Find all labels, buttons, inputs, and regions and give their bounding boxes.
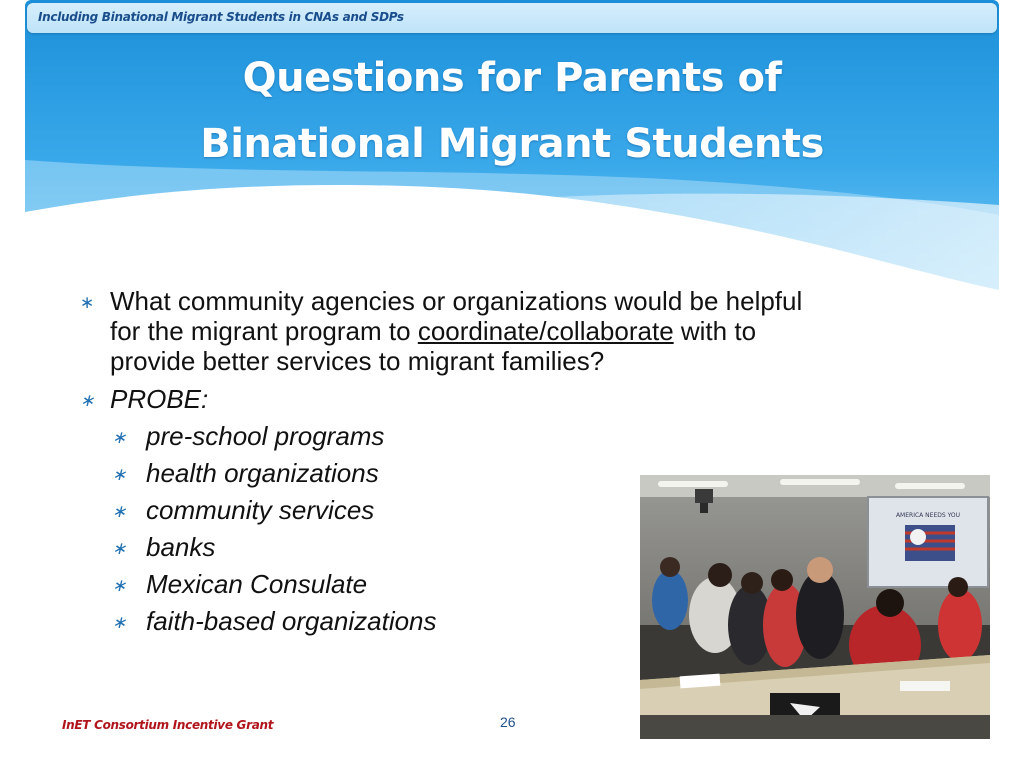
probe-item-text: health organizations (146, 458, 379, 488)
sub-bullet-asterisk-icon: ∗ (112, 465, 127, 484)
question-line-3: provide better services to migrant families? (110, 346, 605, 376)
header-presentation-title: Including Binational Migrant Students in CNAs and SDPs (38, 10, 404, 24)
probe-item (78, 421, 958, 451)
probe-item-text: pre-school programs (146, 421, 385, 451)
classroom-photo (640, 475, 990, 739)
classroom-photo-image (640, 475, 990, 739)
question-line-1: What community agencies or organizations would be helpful (110, 286, 803, 316)
question-line-2-start: for the migrant program to (110, 316, 418, 346)
sub-bullet-asterisk-icon: ∗ (112, 613, 127, 632)
underlined-term: coordinate/collaborate (417, 316, 674, 346)
probe-item-text: community services (146, 495, 375, 525)
question-line-2 (110, 316, 950, 346)
probe-bullet (78, 384, 958, 414)
question-line-2-end: with to (673, 316, 757, 346)
sub-bullet-asterisk-icon: ∗ (112, 576, 127, 595)
probe-item-text: banks (146, 532, 216, 562)
probe-item-text: Mexican Consulate (146, 569, 368, 599)
slide-title-line-1: Questions for Parents of (242, 55, 782, 101)
footer-grant-name: InET Consortium Incentive Grant (62, 718, 274, 732)
probe-label: PROBE: (110, 384, 209, 414)
probe-item-text: faith-based organizations (146, 606, 437, 636)
slide-title-line-2: Binational Migrant Students (200, 121, 824, 167)
sub-bullet-asterisk-icon: ∗ (112, 502, 127, 521)
bullet-asterisk-icon: ∗ (80, 293, 95, 312)
bullet-asterisk-icon: ∗ (80, 391, 95, 410)
sub-bullet-asterisk-icon: ∗ (112, 539, 127, 558)
projector-screen-text: AMERICA NEEDS YOU (895, 512, 961, 519)
sub-bullet-asterisk-icon: ∗ (112, 428, 127, 447)
question-text (110, 286, 950, 376)
page-number: 26 (500, 714, 516, 730)
question-bullet (78, 286, 958, 376)
